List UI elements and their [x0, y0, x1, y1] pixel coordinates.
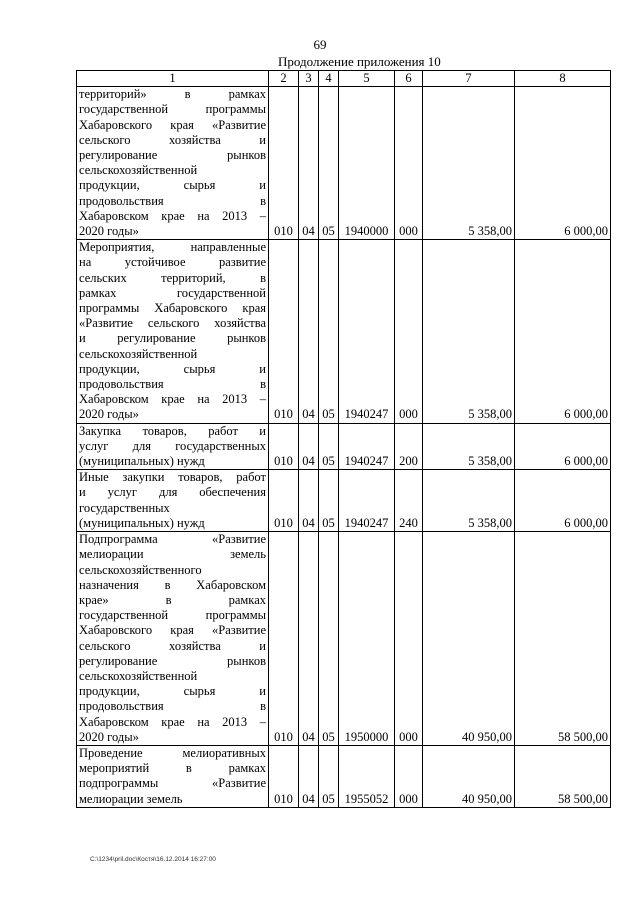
amount-2016-cell: 6 000,00 — [515, 240, 611, 423]
subsection-cell: 05 — [319, 87, 339, 240]
subsection-cell: 05 — [319, 745, 339, 807]
target-cell: 1940247 — [339, 423, 395, 470]
description-line: 2020 годы» — [79, 224, 139, 239]
row-description — [77, 240, 269, 423]
expense-type-cell: 200 — [395, 423, 423, 470]
description-line: сельского хозяйства и — [79, 132, 266, 147]
description-line: (муниципальных) нужд — [79, 454, 205, 469]
code-cell: 010 — [269, 745, 299, 807]
description-line: рамках государственной — [79, 285, 266, 300]
description-line: государственной программы — [79, 608, 266, 623]
description-line: Подпрограмма «Развитие — [79, 532, 266, 547]
description-line: услуг для государственных — [79, 438, 266, 453]
subsection-cell: 05 — [319, 532, 339, 746]
amount-2016-cell: 58 500,00 — [515, 532, 611, 746]
description-line: регулирование рынков — [79, 148, 266, 163]
expense-type-cell: 000 — [395, 87, 423, 240]
header-cell: 8 — [515, 71, 611, 87]
description-line: программы Хабаровского края — [79, 301, 266, 316]
table-row — [77, 470, 611, 532]
header-cell: 6 — [395, 71, 423, 87]
amount-2015-cell: 5 358,00 — [423, 470, 515, 532]
amount-2016-cell: 6 000,00 — [515, 470, 611, 532]
section-cell: 04 — [299, 470, 319, 532]
code-cell: 010 — [269, 532, 299, 746]
target-cell: 1955052 — [339, 745, 395, 807]
subsection-cell: 05 — [319, 423, 339, 470]
page-number: 69 — [313, 37, 327, 52]
subsection-cell: 05 — [319, 470, 339, 532]
header-cell: 2 — [269, 71, 299, 87]
row-description — [77, 87, 269, 240]
row-description — [77, 423, 269, 470]
code-cell: 010 — [269, 423, 299, 470]
description-line: мероприятий в рамках — [79, 761, 266, 776]
header-cell: 7 — [423, 71, 515, 87]
description-line: Хабаровского края «Развитие — [79, 117, 266, 132]
description-line: продукции, сырья и — [79, 178, 266, 193]
description-line: Проведение мелиоративных — [79, 745, 266, 760]
description-line: (муниципальных) нужд — [79, 515, 205, 530]
description-line: продовольствия в — [79, 377, 266, 392]
table-row — [77, 240, 611, 423]
description-line: сельскохозяйственного — [79, 562, 202, 577]
expense-type-cell: 000 — [395, 745, 423, 807]
expense-type-cell: 000 — [395, 240, 423, 423]
description-line: государственной программы — [79, 102, 266, 117]
description-line: Мероприятия, направленные — [79, 240, 266, 255]
table-row — [77, 87, 611, 240]
description-line: продукции, сырья и — [79, 361, 266, 376]
amount-2015-cell: 5 358,00 — [423, 87, 515, 240]
description-line: крае» в рамках — [79, 592, 266, 607]
description-line: Хабаровском крае на 2013 – — [79, 392, 266, 407]
section-cell: 04 — [299, 87, 319, 240]
table-row — [77, 745, 611, 807]
target-cell: 1940000 — [339, 87, 395, 240]
header-cell: 5 — [339, 71, 395, 87]
expense-type-cell: 240 — [395, 470, 423, 532]
row-description — [77, 532, 269, 746]
description-line: назначения в Хабаровском — [79, 577, 266, 592]
description-line: сельскохозяйственной — [79, 346, 198, 361]
code-cell: 010 — [269, 240, 299, 423]
description-line: государственных — [79, 500, 170, 515]
amount-2016-cell: 58 500,00 — [515, 745, 611, 807]
amount-2015-cell: 5 358,00 — [423, 423, 515, 470]
description-line: Закупка товаров, работ и — [79, 423, 266, 438]
amount-2015-cell: 40 950,00 — [423, 532, 515, 746]
section-cell: 04 — [299, 532, 319, 746]
section-cell: 04 — [299, 240, 319, 423]
continuation-title: Продолжение приложения 10 — [278, 54, 441, 69]
subsection-cell: 05 — [319, 240, 339, 423]
description-line: мелиорации земель — [79, 547, 266, 562]
description-line: территорий» в рамках — [79, 87, 266, 102]
header-cell: 1 — [77, 71, 269, 87]
row-description — [77, 470, 269, 532]
target-cell: 1950000 — [339, 532, 395, 746]
description-line: «Развитие сельского хозяйства — [79, 316, 266, 331]
description-line: продовольствия в — [79, 699, 266, 714]
section-cell: 04 — [299, 745, 319, 807]
code-cell: 010 — [269, 87, 299, 240]
section-cell: 04 — [299, 423, 319, 470]
row-description — [77, 745, 269, 807]
amount-2016-cell: 6 000,00 — [515, 87, 611, 240]
header-cell: 3 — [299, 71, 319, 87]
description-line: регулирование рынков — [79, 653, 266, 668]
description-line: продовольствия в — [79, 193, 266, 208]
description-line: мелиорации земель — [79, 791, 183, 806]
description-line: сельскохозяйственной — [79, 668, 198, 683]
amount-2015-cell: 40 950,00 — [423, 745, 515, 807]
description-line: и услуг для обеспечения — [79, 485, 266, 500]
table-row — [77, 423, 611, 470]
description-line: и регулирование рынков — [79, 331, 266, 346]
description-line: на устойчивое развитие — [79, 255, 266, 270]
description-line: подпрограммы «Развитие — [79, 776, 266, 791]
description-line: продукции, сырья и — [79, 684, 266, 699]
target-cell: 1940247 — [339, 470, 395, 532]
description-line: 2020 годы» — [79, 729, 139, 744]
description-line: Хабаровского края «Развитие — [79, 623, 266, 638]
description-line: Хабаровском крае на 2013 – — [79, 208, 266, 223]
target-cell: 1940247 — [339, 240, 395, 423]
description-line: Хабаровском крае на 2013 – — [79, 714, 266, 729]
file-path-footer: C:\1234\pril.doc\Костя\16.12.2014 16:27:00 — [90, 856, 216, 863]
code-cell: 010 — [269, 470, 299, 532]
expense-type-cell: 000 — [395, 532, 423, 746]
description-line: 2020 годы» — [79, 407, 139, 422]
amount-2015-cell: 5 358,00 — [423, 240, 515, 423]
header-cell: 4 — [319, 71, 339, 87]
description-line: сельского хозяйства и — [79, 638, 266, 653]
description-line: Иные закупки товаров, работ — [79, 470, 266, 485]
header-row — [77, 71, 611, 87]
amount-2016-cell: 6 000,00 — [515, 423, 611, 470]
table-row — [77, 532, 611, 746]
budget-table — [76, 70, 611, 808]
description-line: сельских территорий, в — [79, 270, 266, 285]
description-line: сельскохозяйственной — [79, 163, 198, 178]
